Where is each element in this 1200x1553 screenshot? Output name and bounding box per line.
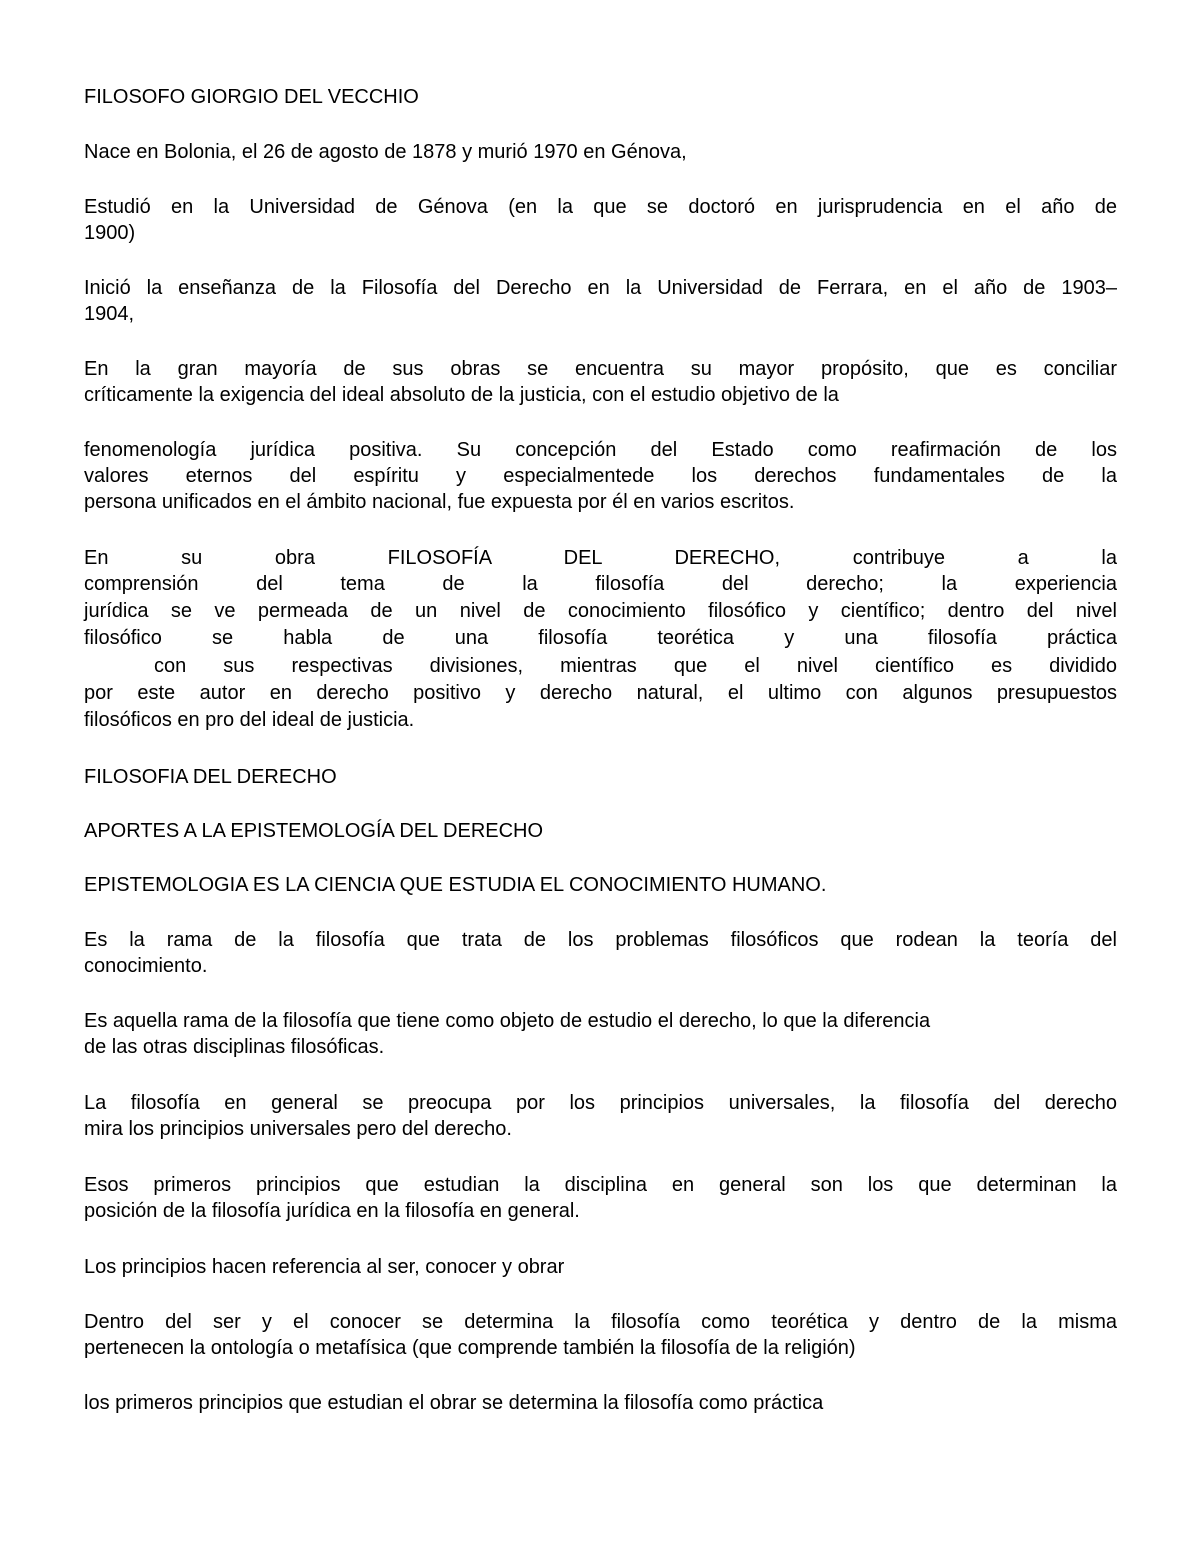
paragraph-philosophy-line-6: por este autor en derecho positivo y derecho natural, el ultimo con algunos presupuestos — [84, 682, 1117, 704]
paragraph-philosophy-line-2: comprensión del tema de la filosofía del derecho; la experiencia — [84, 573, 1117, 595]
paragraph-teaching-line-1: Inició la enseñanza de la Filosofía del Derecho en la Universidad de Ferrara, en el año de 1903– — [84, 277, 1117, 299]
paragraph-birth: Nace en Bolonia, el 26 de agosto de 1878 y murió 1970 en Génova, — [84, 141, 687, 163]
paragraph-objeto-line-2: de las otras disciplinas filosóficas. — [84, 1036, 385, 1058]
paragraph-primeros-line-1: Esos primeros principios que estudian la disciplina en general son los que determinan la — [84, 1174, 1117, 1196]
paragraph-teaching-line-2: 1904, — [84, 303, 135, 325]
paragraph-primeros-line-2: posición de la filosofía jurídica en la filosofía en general. — [84, 1200, 580, 1222]
paragraph-studies-line-2: 1900) — [84, 222, 136, 244]
paragraph-works-line-2: críticamente la exigencia del ideal absoluto de la justicia, con el estudio objetivo de la — [84, 384, 839, 406]
paragraph-state-line-1: fenomenología jurídica positiva. Su concepción del Estado como reafirmación de los — [84, 439, 1117, 461]
paragraph-objeto-line-1: Es aquella rama de la filosofía que tiene como objeto de estudio el derecho, lo que la diferencia — [84, 1010, 931, 1032]
paragraph-philosophy-line-3: jurídica se ve permeada de un nivel de conocimiento filosófico y científico; dentro del nivel — [84, 600, 1117, 622]
paragraph-state-line-2: valores eternos del espíritu y especialmentede los derechos fundamentales de la — [84, 465, 1117, 487]
paragraph-rama-line-2: conocimiento. — [84, 955, 208, 977]
paragraph-philosophy-line-1: En su obra FILOSOFÍA DEL DERECHO, contribuye a la — [84, 547, 1117, 569]
paragraph-teoretica-line-1: Dentro del ser y el conocer se determina la filosofía como teorética y dentro de la misma — [84, 1311, 1117, 1333]
heading-epistemologia-definicion: EPISTEMOLOGIA ES LA CIENCIA QUE ESTUDIA EL CONOCIMIENTO HUMANO. — [84, 874, 827, 896]
paragraph-universales-line-2: mira los principios universales pero del derecho. — [84, 1118, 512, 1140]
paragraph-teoretica-line-2: pertenecen la ontología o metafísica (que comprende también la filosofía de la religión) — [84, 1337, 856, 1359]
paragraph-universales-line-1: La filosofía en general se preocupa por los principios universales, la filosofía del derecho — [84, 1092, 1117, 1114]
heading-aportes-epistemologia: APORTES A LA EPISTEMOLOGÍA DEL DERECHO — [84, 820, 544, 842]
document-title: FILOSOFO GIORGIO DEL VECCHIO — [84, 86, 419, 108]
paragraph-rama-line-1: Es la rama de la filosofía que trata de los problemas filosóficos que rodean la teoría del — [84, 929, 1117, 951]
paragraph-studies-line-1: Estudió en la Universidad de Génova (en la que se doctoró en jurisprudencia en el año de — [84, 196, 1117, 218]
paragraph-philosophy-line-5: con sus respectivas divisiones, mientras que el nivel científico es dividido — [154, 655, 1117, 677]
paragraph-referencia: Los principios hacen referencia al ser, conocer y obrar — [84, 1256, 565, 1278]
paragraph-philosophy-line-7: filosóficos en pro del ideal de justicia. — [84, 709, 415, 731]
paragraph-state-line-3: persona unificados en el ámbito nacional, fue expuesta por él en varios escritos. — [84, 491, 795, 513]
paragraph-practica: los primeros principios que estudian el obrar se determina la filosofía como práctica — [84, 1392, 824, 1414]
paragraph-works-line-1: En la gran mayoría de sus obras se encuentra su mayor propósito, que es conciliar — [84, 358, 1117, 380]
heading-filosofia-del-derecho: FILOSOFIA DEL DERECHO — [84, 766, 337, 788]
paragraph-philosophy-line-4: filosófico se habla de una filosofía teorética y una filosofía práctica — [84, 627, 1117, 649]
